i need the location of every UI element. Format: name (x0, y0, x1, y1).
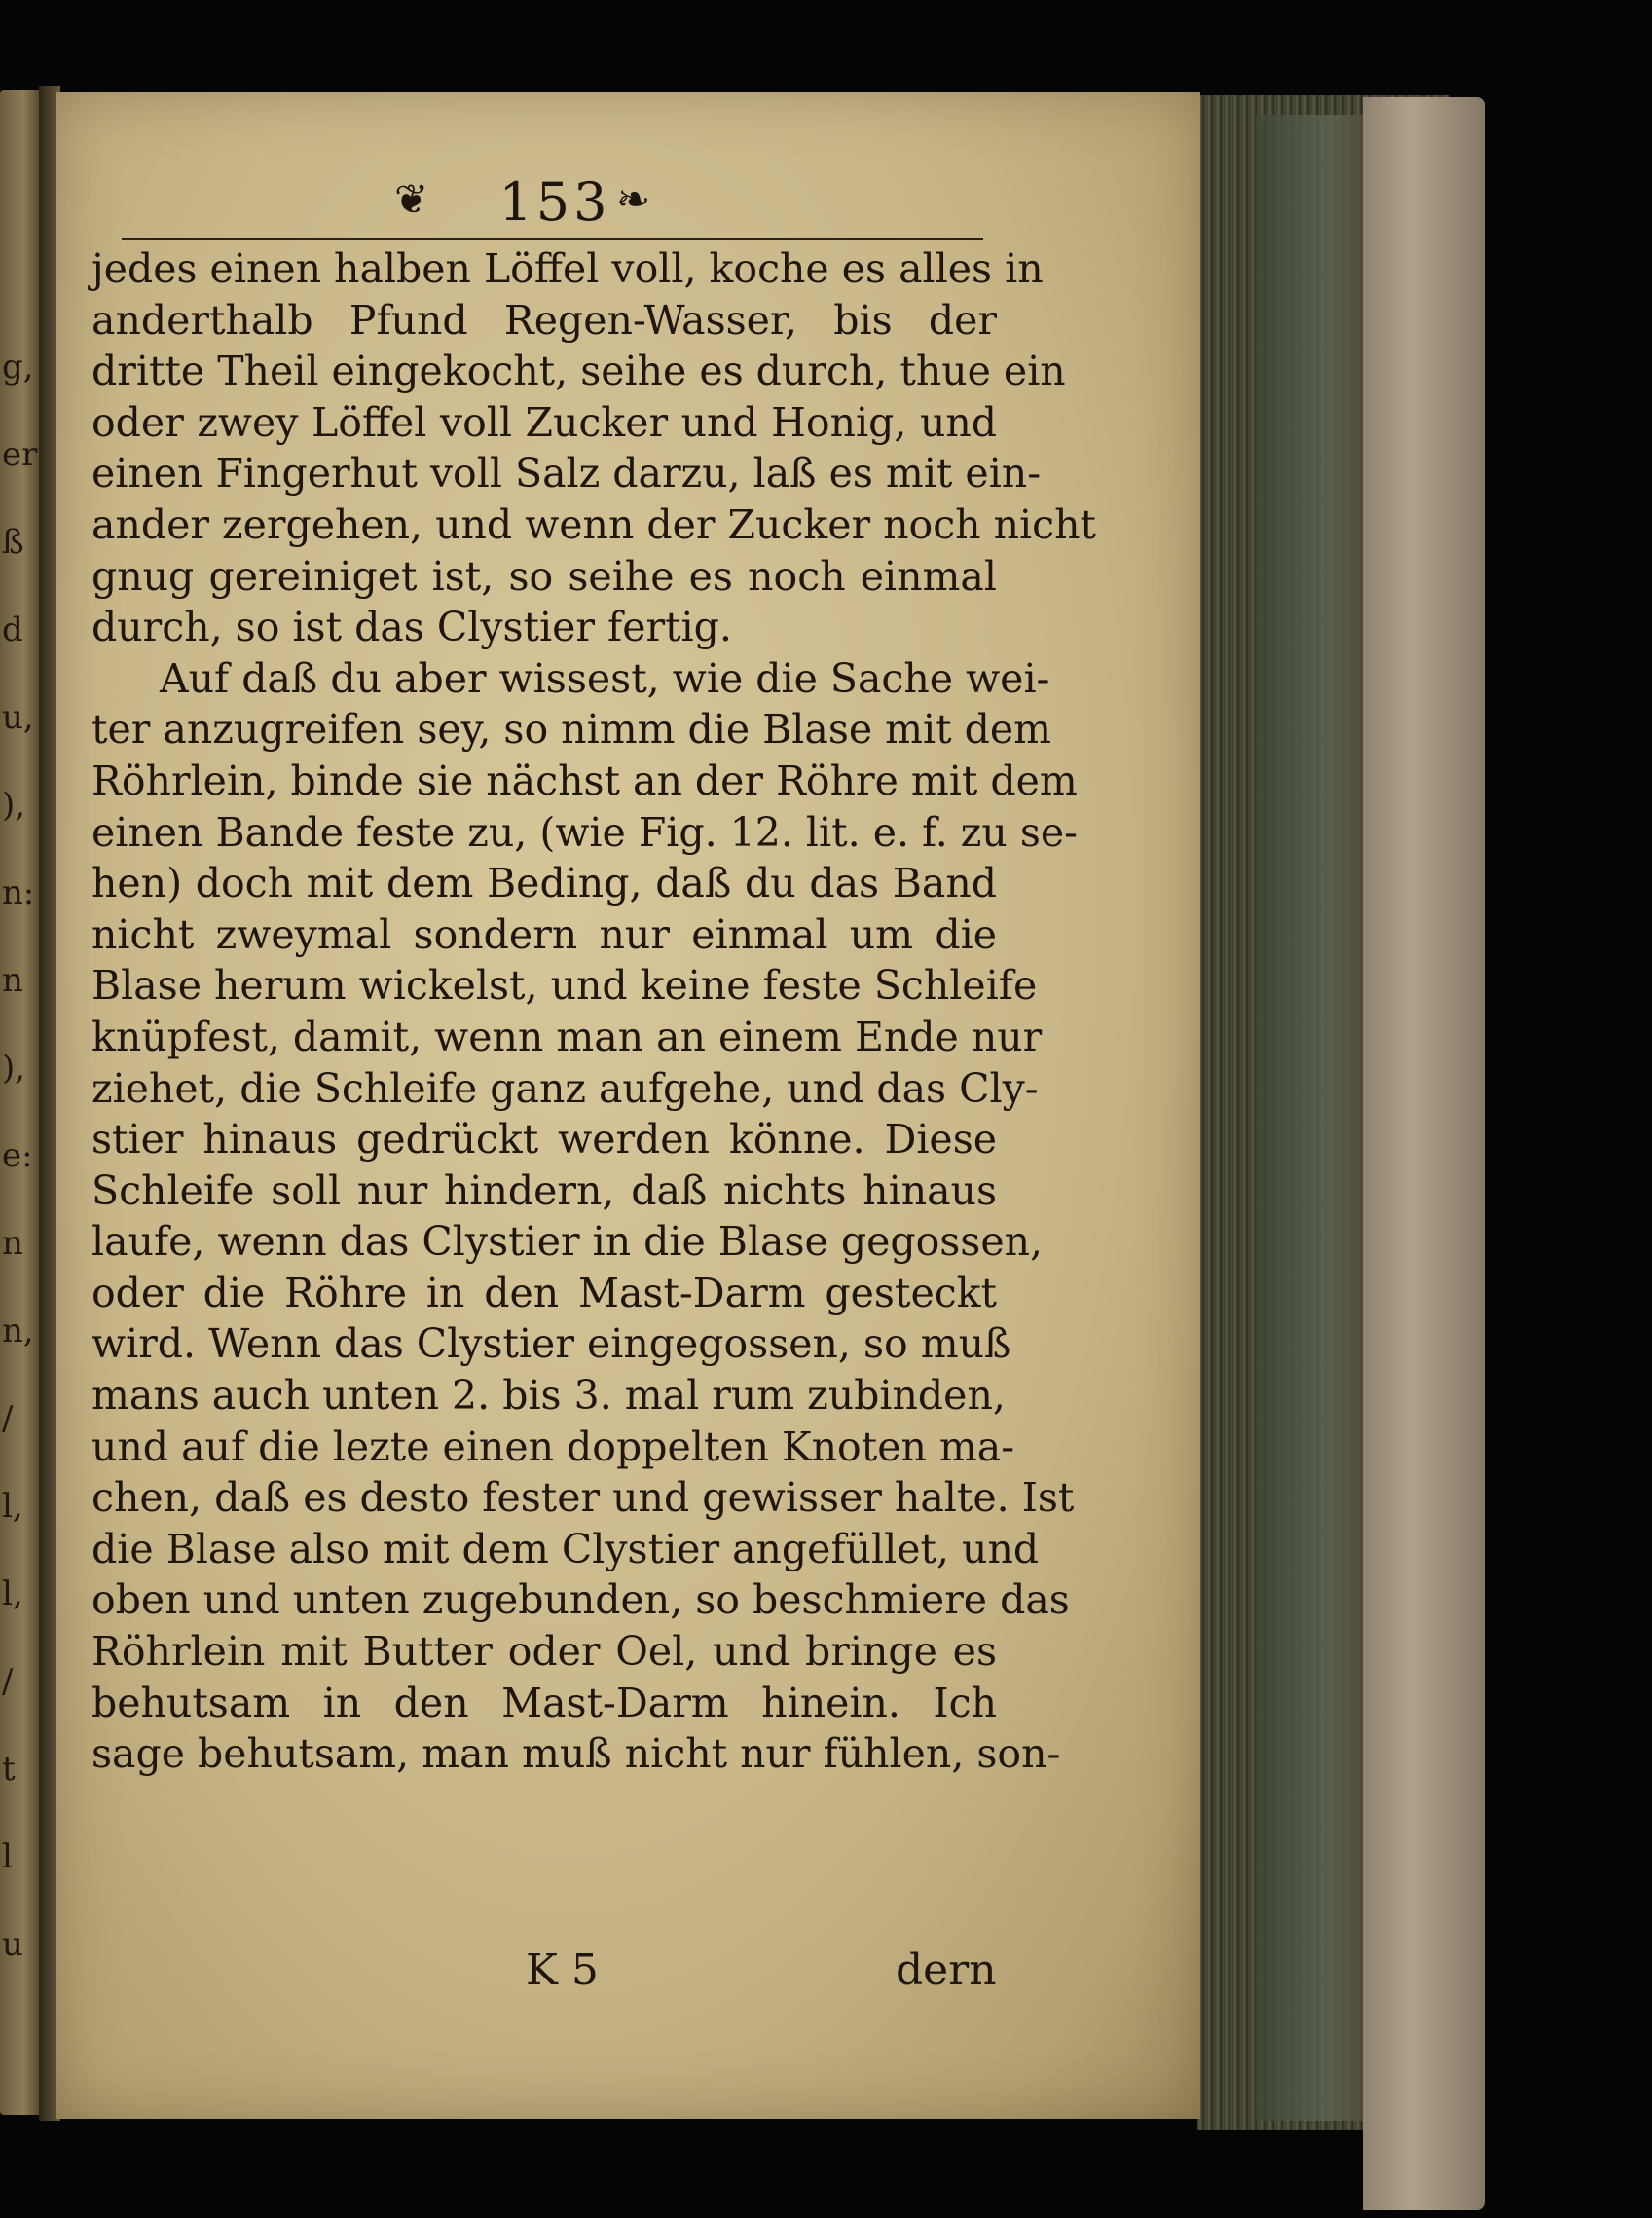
text-line: stier hinaus gedrückt werden könne. Diese (92, 1116, 997, 1164)
text-line: gnug gereiniget ist, so seihe es noch einmal (92, 552, 997, 600)
text-line: oben und unten zugebunden, so beschmiere das (92, 1576, 1070, 1624)
header-ornament-left: ❦ (394, 175, 429, 223)
facing-page-edge-char: u, (2, 698, 34, 737)
text-line: dritte Theil eingekocht, seihe es durch, thue ein (92, 348, 1066, 395)
facing-page-edge-char: / (2, 1662, 14, 1701)
book-cover-edge (1363, 97, 1485, 2210)
text-line: oder zwey Löffel voll Zucker und Honig, und (92, 398, 997, 446)
facing-page-edge-char: n (2, 1224, 23, 1263)
text-line: einen Fingerhut voll Salz darzu, laß es mit ein- (92, 450, 1042, 498)
text-line: mans auch unten 2. bis 3. mal rum zubinden, (92, 1372, 1006, 1420)
text-line: laufe, wenn das Clystier in die Blase gegossen, (92, 1218, 1044, 1266)
text-line: Röhrlein, binde sie nächst an der Röhre mit dem (92, 757, 1078, 804)
text-line: ter anzugreifen sey, so nimm die Blase mit dem (92, 706, 1052, 754)
text-line: durch, so ist das Clystier fertig. (92, 604, 732, 651)
text-line: ander zergehen, und wenn der Zucker noch nicht (92, 500, 1096, 548)
facing-page-edge-char: n (2, 961, 23, 1000)
text-line: Schleife soll nur hindern, daß nichts hinaus (92, 1166, 997, 1214)
facing-page-edge-char: t (2, 1750, 16, 1789)
text-line: jedes einen halben Löffel voll, koche es alles in (92, 245, 1044, 292)
facing-page-edge-char: l, (2, 1574, 23, 1613)
text-line: hen) doch mit dem Beding, daß du das Band (92, 860, 997, 907)
facing-page-edge-char: n, (2, 1312, 34, 1350)
text-line: sage behutsam, man muß nicht nur fühlen, son- (92, 1730, 1061, 1778)
text-line: knüpfest, damit, wenn man an einem Ende nur (92, 1013, 1043, 1060)
text-line: Röhrlein mit Butter oder Oel, und bringe es (92, 1628, 997, 1676)
catchword: dern (896, 1945, 997, 1995)
text-line: Blase herum wickelst, und keine feste Schleife (92, 962, 1038, 1010)
facing-page-edge-char: / (2, 1399, 14, 1438)
facing-page-edge-char: ), (2, 1049, 26, 1088)
text-line: chen, daß es desto fester und gewisser halte. Ist (92, 1474, 1075, 1522)
facing-page-edge-char: ), (2, 786, 26, 825)
text-line: einen Bande feste zu, (wie Fig. 12. lit. e. f. zu se- (92, 808, 1079, 856)
facing-page-edge-char: e: (2, 1136, 33, 1175)
printer-signature: K 5 (526, 1945, 599, 1995)
facing-page-edge-char: n: (2, 873, 35, 912)
text-line: und auf die lezte einen doppelten Knoten ma- (92, 1423, 1015, 1470)
text-line: behutsam in den Mast-Darm hinein. Ich (92, 1679, 997, 1726)
facing-page-edge-char: l (2, 1837, 13, 1876)
text-line: wird. Wenn das Clystier eingegossen, so muß (92, 1320, 1011, 1368)
facing-page-edge-char: ß (2, 523, 24, 562)
facing-page-edge-char: er (2, 435, 38, 474)
text-line: anderthalb Pfund Regen-Wasser, bis der (92, 296, 997, 344)
facing-page-edge-char: g, (2, 348, 34, 387)
header-rule (122, 238, 983, 240)
text-line: ziehet, die Schleife ganz aufgehe, und das Cly- (92, 1064, 1039, 1112)
facing-page-edge-char: d (2, 610, 23, 649)
page-header (122, 167, 988, 245)
text-line: nicht zweymal sondern nur einmal um die (92, 910, 997, 958)
text-line: die Blase also mit dem Clystier angefüllet, und (92, 1525, 1040, 1572)
facing-page-edge-char: l, (2, 1487, 23, 1526)
facing-page-edge-char: u (2, 1925, 23, 1964)
facing-page-edge (0, 90, 39, 2115)
page-body-text (92, 243, 1096, 1780)
text-line: oder die Röhre in den Mast-Darm gesteckt (92, 1269, 997, 1316)
page-number: 153 (498, 171, 611, 233)
text-line: Auf daß du aber wissest, wie die Sache wei- (160, 654, 1050, 702)
header-ornament-right: ❧ (616, 175, 651, 223)
facing-page-edge-text (2, 323, 41, 1988)
